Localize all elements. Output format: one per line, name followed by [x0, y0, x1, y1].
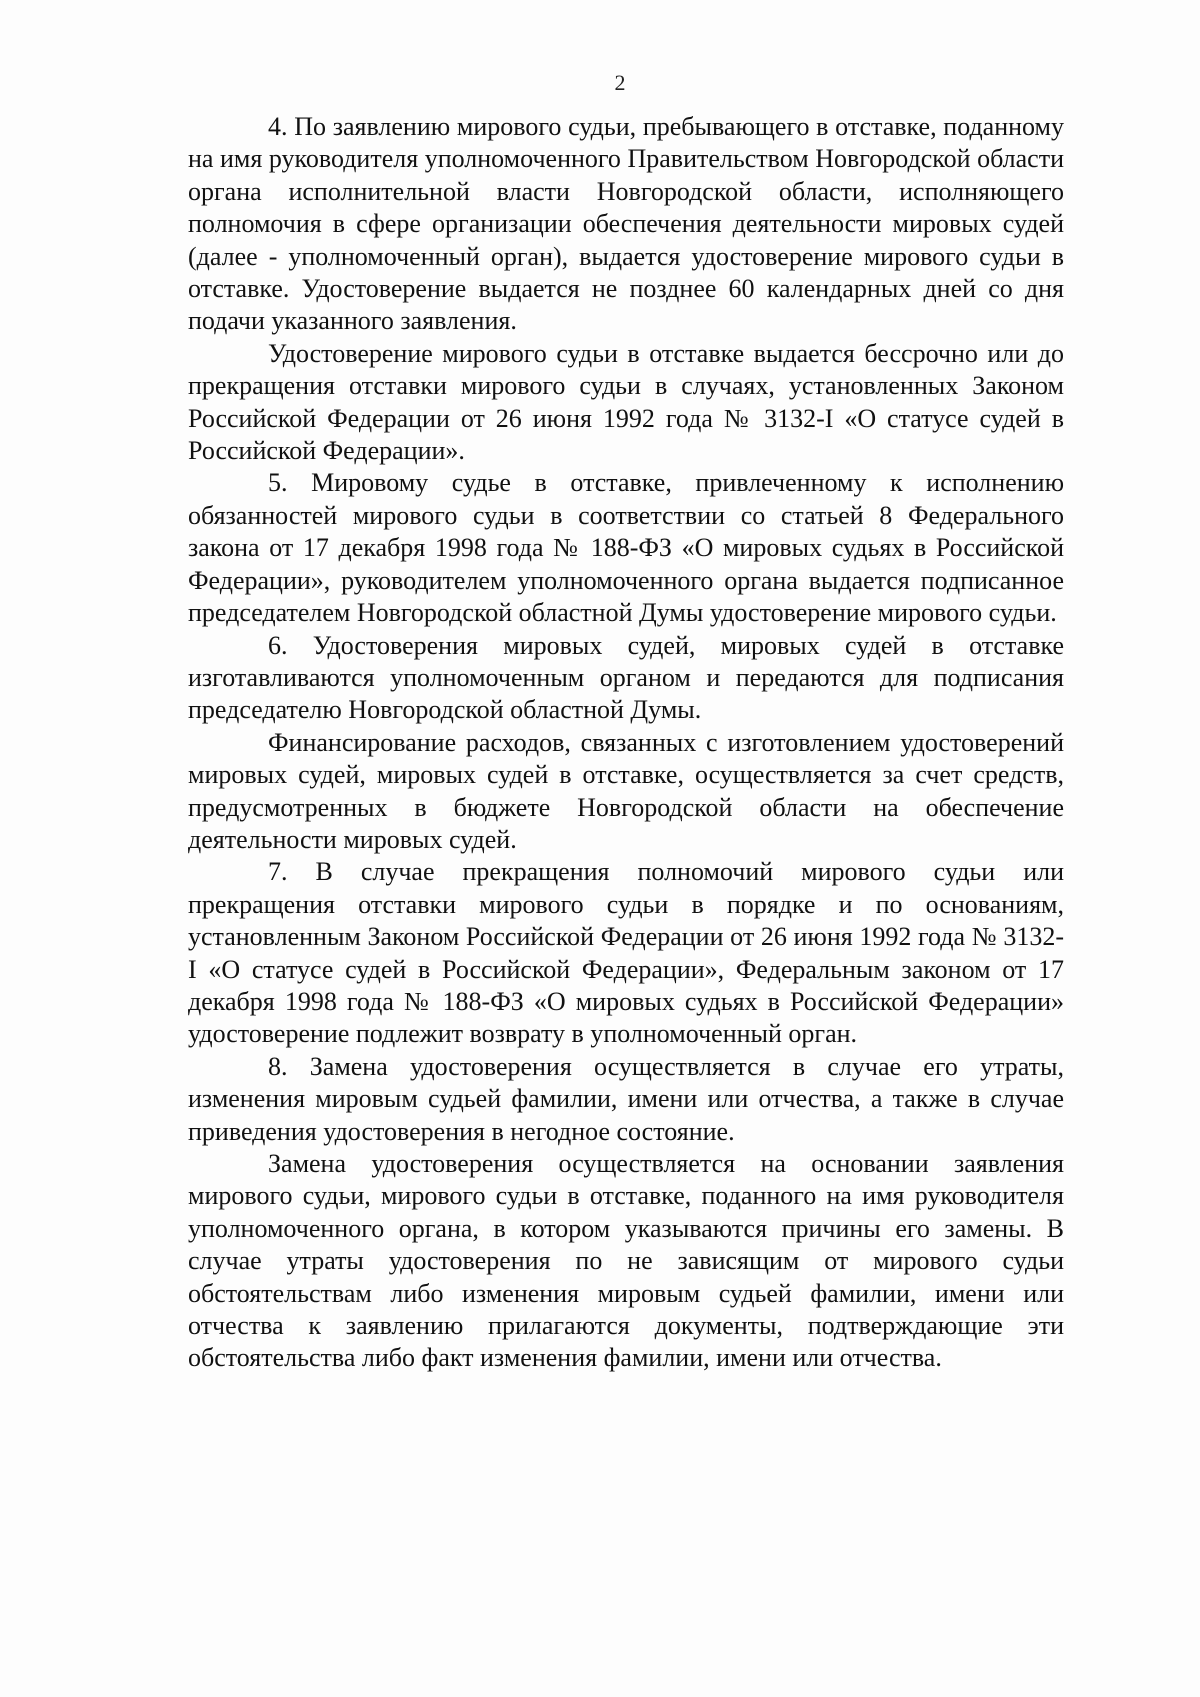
paragraph-7: 7. В случае прекращения полномочий мирового судьи или прекращения отставки мирового судьи в порядке и по основаниям, установленным Законом Российской Федерации от 26 июня 1992 года № 3132-I «О статусе судей в Российской Федерации», Федеральным законом от 17 декабря 1998 года № 188-ФЗ «О мировых судьях в Российской Федерации» удостоверение подлежит возврату в уполномоченный орган.: [188, 857, 1064, 1049]
page-number: 2: [614, 70, 626, 95]
document-body: [188, 111, 1064, 1375]
paragraph-4: 4. По заявлению мирового судьи, пребывающего в отставке, поданному на имя руководителя уполномоченного Правительством Новгородской области органа исполнительной власти Новгородской области, исполняющего полномочия в сфере организации обеспечения деятельности мировых судей (далее - уполномоченный орган), выдается удостоверение мирового судьи в отставке. Удостоверение выдается не позднее 60 календарных дней со дня подачи указанного заявления.: [188, 112, 1064, 336]
paragraph-5: 5. Мировому судье в отставке, привлеченному к исполнению обязанностей мирового судьи в соответствии со статьей 8 Федерального закона от 17 декабря 1998 года № 188-ФЗ «О мировых судьях в Российской Федерации», руководителем уполномоченного органа выдается подписанное председателем Новгородской областной Думы удостоверение мирового судьи.: [188, 468, 1064, 628]
paragraph-6-financing: Финансирование расходов, связанных с изготовлением удостоверений мировых судей, мировых судей в отставке, осуществляется за счет средств, предусмотренных в бюджете Новгородской области на обеспечение деятельности мировых судей.: [188, 727, 1064, 854]
paragraph-6: 6. Удостоверения мировых судей, мировых судей в отставке изготавливаются уполномоченным органом и передаются для подписания председателю Новгородской областной Думы.: [188, 630, 1064, 725]
paragraph-8: 8. Замена удостоверения осуществляется в случае его утраты, изменения мировым судьей фамилии, имени или отчества, а также в случае приведения удостоверения в негодное состояние.: [188, 1051, 1064, 1146]
paragraph-4-retired-certificate-term: Удостоверение мирового судьи в отставке выдается бессрочно или до прекращения отставки мирового судьи в случаях, установленных Законом Российской Федерации от 26 июня 1992 года № 3132-I «О статусе судей в Российской Федерации».: [188, 338, 1064, 466]
paragraph-8-replacement-procedure: Замена удостоверения осуществляется на основании заявления мирового судьи, мирового судьи в отставке, поданного на имя руководителя уполномоченного органа, в котором указываются причины его замены. В случае утраты удостоверения по не зависящим от мирового судьи обстоятельствам либо изменения мировым судьей фамилии, имени или отчества к заявлению прилагаются документы, подтверждающие эти обстоятельства либо факт изменения фамилии, имени или отчества.: [188, 1149, 1064, 1373]
